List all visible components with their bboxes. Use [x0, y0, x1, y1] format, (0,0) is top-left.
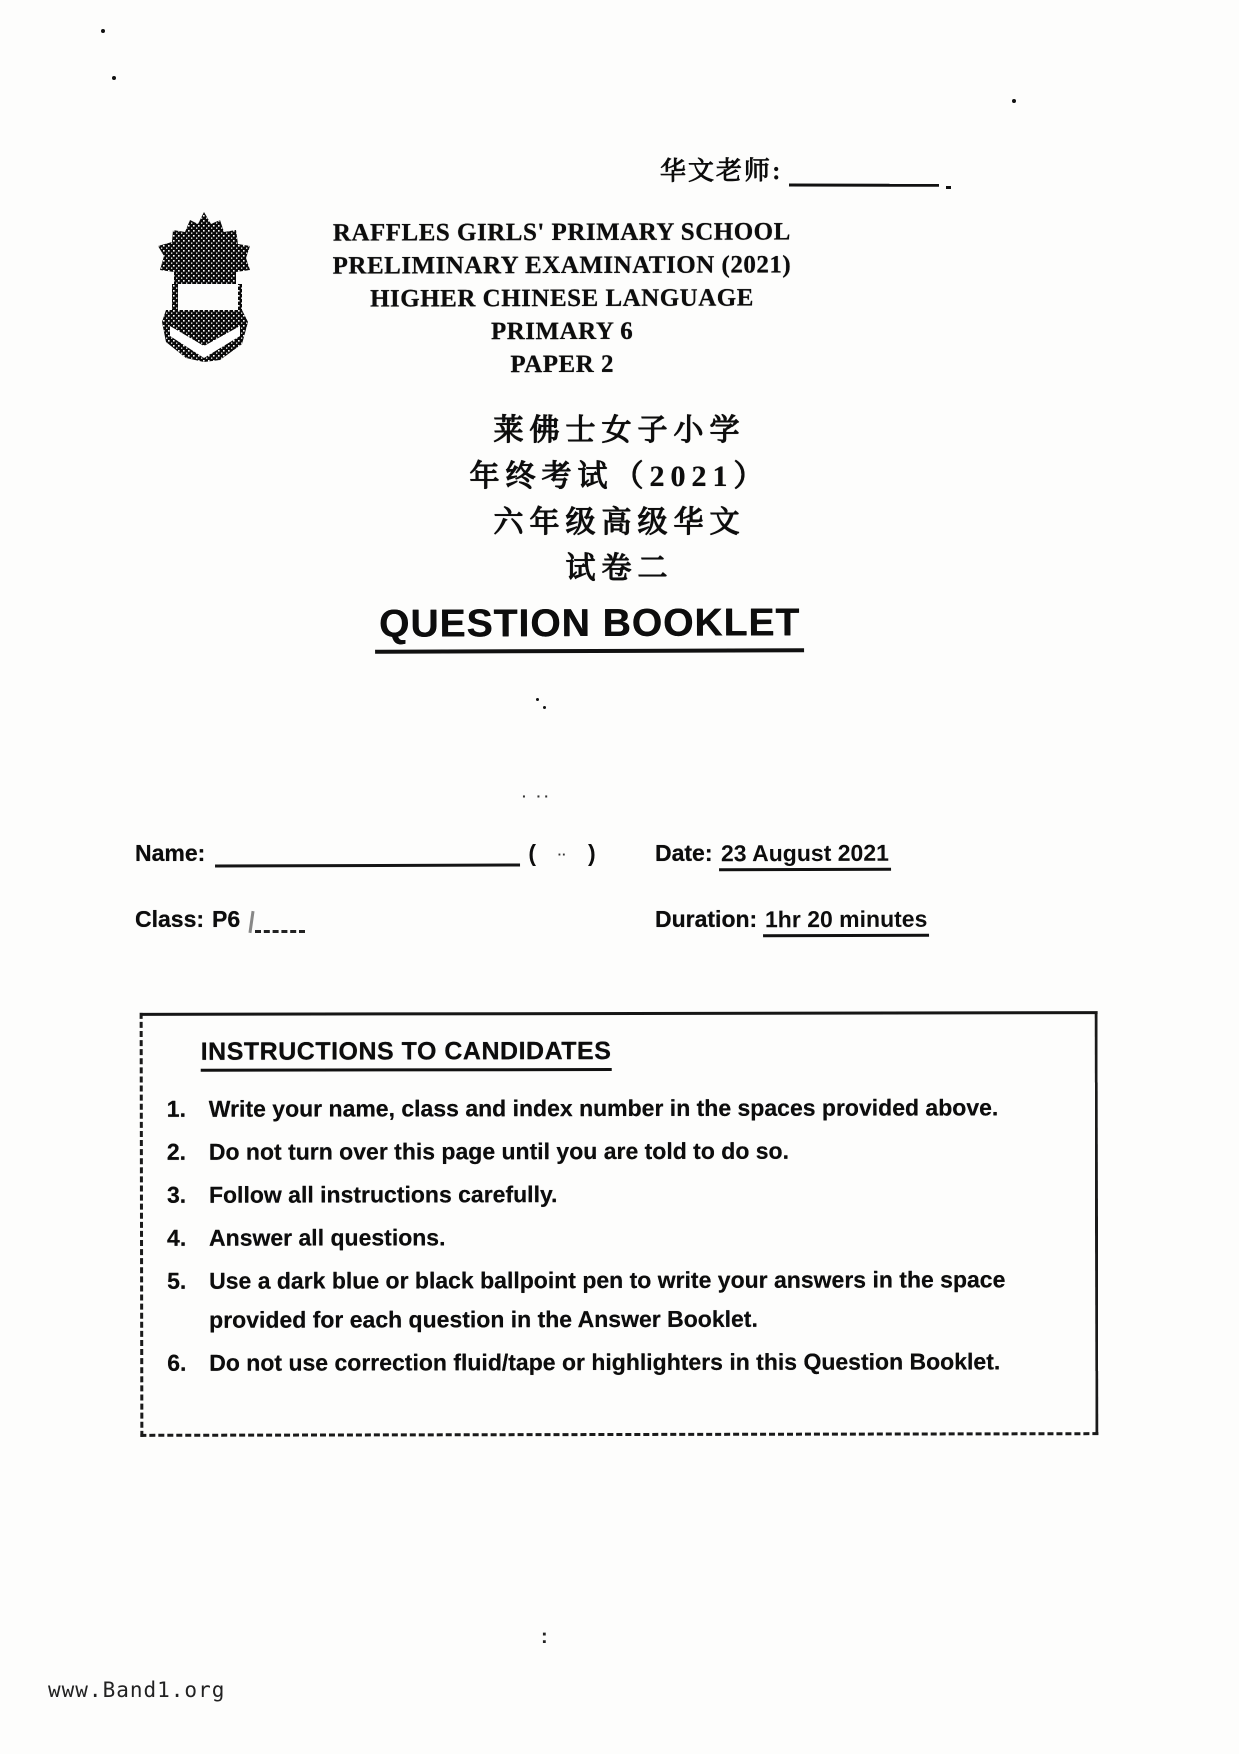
- paper-number-chinese: 试卷二: [565, 552, 674, 585]
- scan-dots: · ··: [522, 788, 552, 804]
- instruction-item: 4. Answer all questions.: [167, 1224, 446, 1251]
- scan-speck: [1012, 99, 1016, 103]
- name-date-row: [135, 840, 1125, 867]
- exam-name-chinese: 年终考试（2021）: [469, 460, 770, 493]
- teacher-name-blank: [789, 158, 939, 187]
- exam-header: [0, 215, 1124, 383]
- name-label: Name:: [135, 840, 206, 866]
- class-value: P6: [212, 906, 241, 932]
- scan-speck: [946, 186, 951, 189]
- instruction-item: 1. Write your name, class and index number in the spaces provided above.: [166, 1094, 999, 1122]
- scan-speck: [543, 706, 546, 709]
- watermark-text: www.Band1.org: [48, 1678, 226, 1702]
- subject-name: HIGHER CHINESE LANGUAGE: [370, 284, 754, 313]
- instruction-item: 3. Follow all instructions carefully.: [166, 1181, 558, 1208]
- index-number-dots: ··: [557, 847, 567, 863]
- school-name-chinese: 莱佛士女子小学: [493, 414, 746, 447]
- level-name: PRIMARY 6: [490, 317, 634, 346]
- name-blank: [215, 839, 520, 867]
- instruction-item: 6. Do not use correction fluid/tape or highlighters in this Question Booklet.: [167, 1348, 1001, 1376]
- date-value: 23 August 2021: [718, 840, 890, 872]
- instruction-item: 2. Do not turn over this page until you are told to do so.: [166, 1137, 790, 1165]
- scan-colon: :: [541, 1626, 548, 1648]
- instructions-box: [140, 1011, 1099, 1437]
- date-label: Date:: [655, 840, 713, 866]
- class-duration-row: [135, 906, 1125, 933]
- chinese-teacher-label: 华文老师:: [659, 156, 783, 186]
- instructions-title: INSTRUCTIONS TO CANDIDATES: [201, 1037, 612, 1072]
- handwritten-mark: [249, 911, 255, 933]
- booklet-title: QUESTION BOOKLET: [0, 602, 1180, 653]
- duration-value: 1hr 20 minutes: [763, 906, 929, 938]
- chinese-teacher-field: [660, 149, 939, 187]
- chinese-exam-header: [0, 408, 1239, 592]
- subject-name-chinese: 六年级高级华文: [493, 506, 746, 539]
- school-name: RAFFLES GIRLS' PRIMARY SCHOOL: [332, 218, 791, 247]
- index-number-parens: ( ·· ): [528, 840, 596, 866]
- instructions-list: [143, 1088, 1096, 1383]
- scan-speck: [101, 29, 105, 33]
- exam-name: PRELIMINARY EXAMINATION (2021): [332, 251, 792, 280]
- class-blank: [255, 908, 305, 933]
- instruction-item: 5. Use a dark blue or black ballpoint pen to write your answers in the space provided for each question in the Answer Booklet.: [167, 1266, 1006, 1333]
- class-label: Class:: [135, 906, 205, 932]
- duration-label: Duration:: [655, 906, 758, 932]
- scan-speck: [112, 76, 116, 80]
- paper-number: PAPER 2: [510, 350, 615, 379]
- scan-speck: [536, 698, 539, 701]
